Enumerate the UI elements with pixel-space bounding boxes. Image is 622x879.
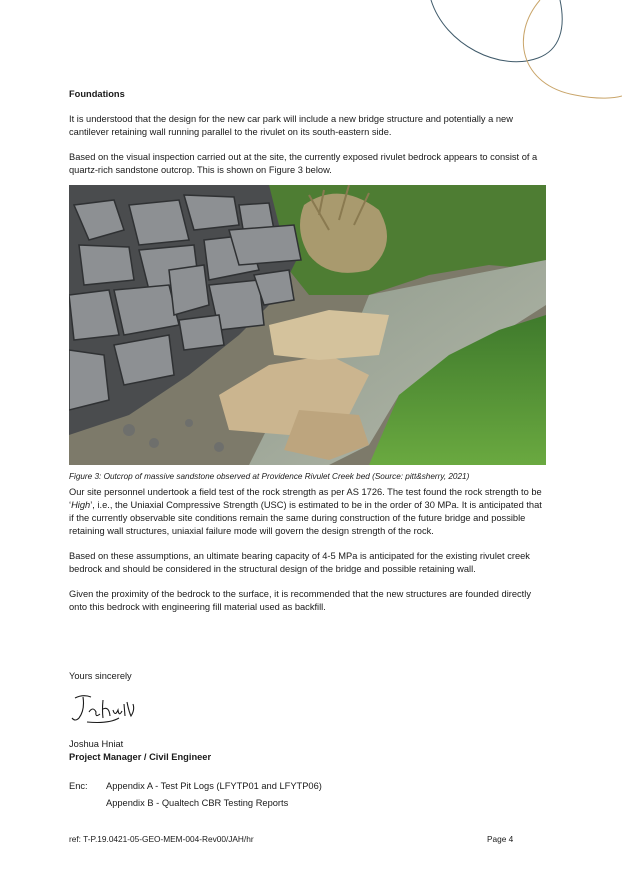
- enclosure-item: Appendix A - Test Pit Logs (LFYTP01 and LFYTP06): [106, 781, 322, 791]
- paragraph-rock-strength: [69, 486, 549, 538]
- page-number: Page 4: [487, 834, 514, 844]
- footer-reference: ref: T-P.19.0421-05-GEO-MEM-004-Rev00/JAH/hr: [69, 834, 254, 844]
- paragraph-design: It is understood that the design for the new car park will include a new bridge structure and potentially a new cantilever retaining wall running parallel to the rivulet on its south-eastern side.: [69, 114, 513, 137]
- paragraph-recommendation: Given the proximity of the bedrock to the surface, it is recommended that the new structures are founded directly onto this bedrock with engineering fill material used as backfill.: [69, 589, 531, 612]
- rock-strength-high: High: [71, 500, 91, 510]
- decor-curve-gold: [523, 0, 622, 98]
- closing-salutation: Yours sincerely: [69, 671, 132, 681]
- paragraph-inspection: Based on the visual inspection carried out at the site, the currently exposed rivulet bedrock appears to consist of a quartz-rich sandstone outcrop. This is shown on Figure 3 below.: [69, 152, 538, 175]
- rock-strength-text-2: ’, i.e., the Uniaxial Compressive Strength (USC) is estimated to be in the order of 30 MPa. It is anticipated that if the currently observable site conditions remain the same during construction of the future bridge and possible retaining wall structures, uniaxial failure mode will govern the design strength of the rock.: [69, 500, 542, 536]
- enclosure-row: [69, 778, 322, 795]
- signer-block: [69, 738, 211, 764]
- decor-curve-dark: [431, 0, 562, 62]
- page-content: [69, 88, 549, 626]
- enclosure-item: Appendix B - Qualtech CBR Testing Reports: [106, 798, 289, 808]
- rock-strength-text-1: Our site personnel undertook a field test of the rock strength as per AS 1726. The test found the rock strength to be ‘: [69, 487, 542, 510]
- figure-photo: [69, 185, 546, 465]
- signature: [69, 692, 139, 730]
- figure-caption: Figure 3: Outcrop of massive sandstone observed at Providence Rivulet Creek bed (Source: pitt&sherry, 2021): [69, 472, 470, 481]
- paragraph-bearing-capacity: Based on these assumptions, an ultimate bearing capacity of 4-5 MPa is anticipated for the existing rivulet creek bedrock and should be considered in the structural design of the bridge and possible retaining wall.: [69, 551, 530, 574]
- enclosures: [69, 778, 322, 812]
- signer-name: Joshua Hniat: [69, 739, 124, 749]
- signature-image: [69, 692, 139, 726]
- signer-title: Project Manager / Civil Engineer: [69, 752, 212, 762]
- creek-photo: [69, 185, 546, 465]
- section-heading: Foundations: [69, 89, 125, 99]
- enclosure-row: [69, 795, 322, 812]
- enclosure-label: Enc:: [69, 781, 88, 791]
